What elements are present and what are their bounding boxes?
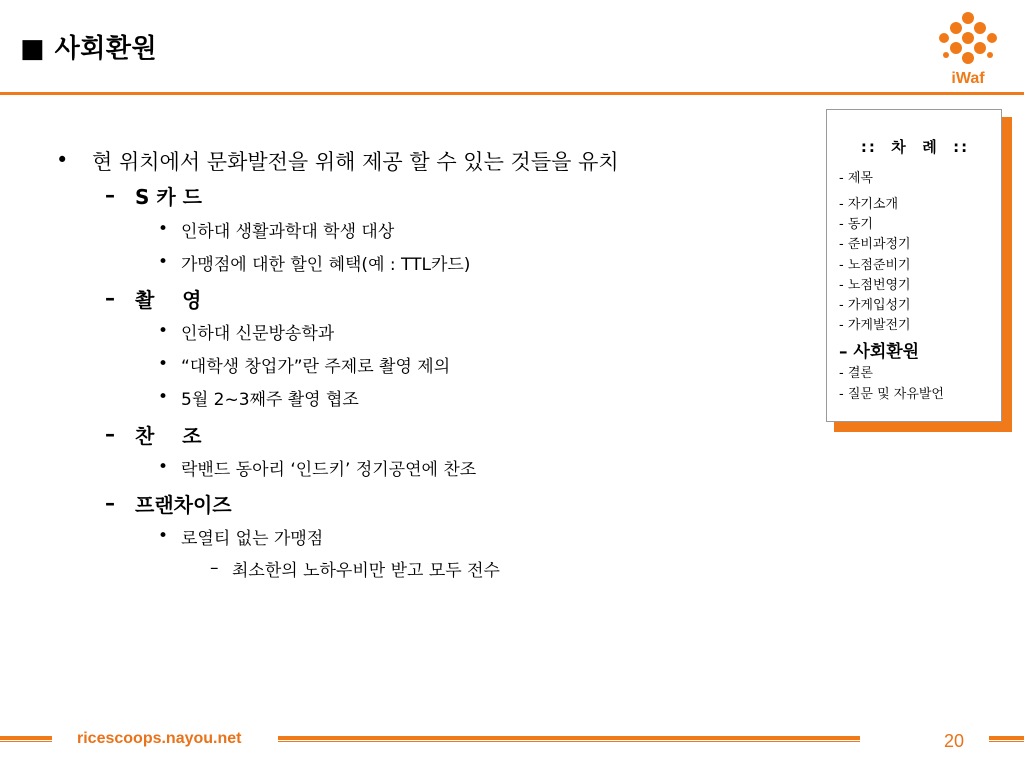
footer-rule-right-thin (989, 741, 1024, 742)
footer-rule-middle (278, 736, 860, 740)
toc-item: - 결론 (839, 366, 873, 381)
bullet-l2-text: S 카 드 (135, 185, 202, 209)
dash-marker: – (210, 558, 219, 578)
toc-item: - 가게발전기 (839, 318, 911, 333)
toc-item: - 가게입성기 (839, 298, 911, 313)
dash-marker: – (105, 422, 115, 446)
bullet-marker: • (158, 321, 169, 341)
bullet-l3-text: 인하대 신문방송학과 (181, 324, 335, 344)
toc-item: - 준비과정기 (839, 237, 911, 252)
table-of-contents (826, 109, 1002, 422)
logo-mark-icon (933, 8, 1003, 70)
bullet-l3-text: 가맹점에 대한 할인 혜택(예 : TTL카드) (181, 255, 471, 275)
bullet-l3-text: 인하대 생활과학대 학생 대상 (181, 222, 395, 242)
toc-item: - 노점번영기 (839, 278, 911, 293)
bullet-l4-text: 최소한의 노하우비만 받고 모두 전수 (232, 561, 500, 581)
toc-title: :: 차 례 :: (860, 138, 970, 156)
toc-item-current: – 사회환원 (839, 342, 920, 362)
bullet-l1-text: 현 위치에서 문화발전을 위해 제공 할 수 있는 것들을 유치 (92, 150, 619, 174)
header-divider (0, 92, 1024, 95)
bullet-marker: • (56, 148, 69, 172)
toc-item: - 자기소개 (839, 197, 899, 212)
dash-marker: – (105, 286, 115, 310)
footer-rule-right (989, 736, 1024, 740)
bullet-marker: • (158, 457, 169, 477)
bullet-l3-text: “대학생 창업가”란 주제로 촬영 제의 (181, 357, 451, 377)
footer-rule-left-thin (0, 741, 52, 742)
footer-rule-middle-thin (278, 741, 860, 742)
dash-marker: – (105, 491, 115, 515)
footer-website: ricescoops.nayou.net (77, 730, 242, 747)
toc-item: - 제목 (839, 171, 873, 186)
bullet-marker: • (158, 252, 169, 272)
bullet-l2-text: 프랜차이즈 (135, 493, 232, 517)
bullet-l3-text: 락밴드 동아리 ‘인드키’ 정기공연에 찬조 (181, 460, 477, 480)
bullet-marker: • (158, 526, 169, 546)
page-number: 20 (944, 731, 965, 751)
bullet-l2-text: 촬 영 (135, 288, 202, 312)
logo-text: iWaf (951, 70, 985, 87)
bullet-marker: • (158, 219, 169, 239)
iwaf-logo (933, 8, 1003, 92)
toc-item: - 동기 (839, 217, 873, 232)
bullet-marker: • (158, 387, 169, 407)
toc-item: - 노점준비기 (839, 258, 911, 273)
slide-title: ■ 사회환원 (20, 34, 158, 64)
bullet-marker: • (158, 354, 169, 374)
footer-rule-left (0, 736, 52, 740)
bullet-l3-text: 5월 2~3째주 촬영 협조 (181, 390, 359, 410)
bullet-l2-text: 찬 조 (135, 424, 202, 448)
bullet-l3-text: 로열티 없는 가맹점 (181, 529, 324, 549)
toc-item: - 질문 및 자유발언 (839, 387, 944, 402)
dash-marker: – (105, 183, 115, 207)
